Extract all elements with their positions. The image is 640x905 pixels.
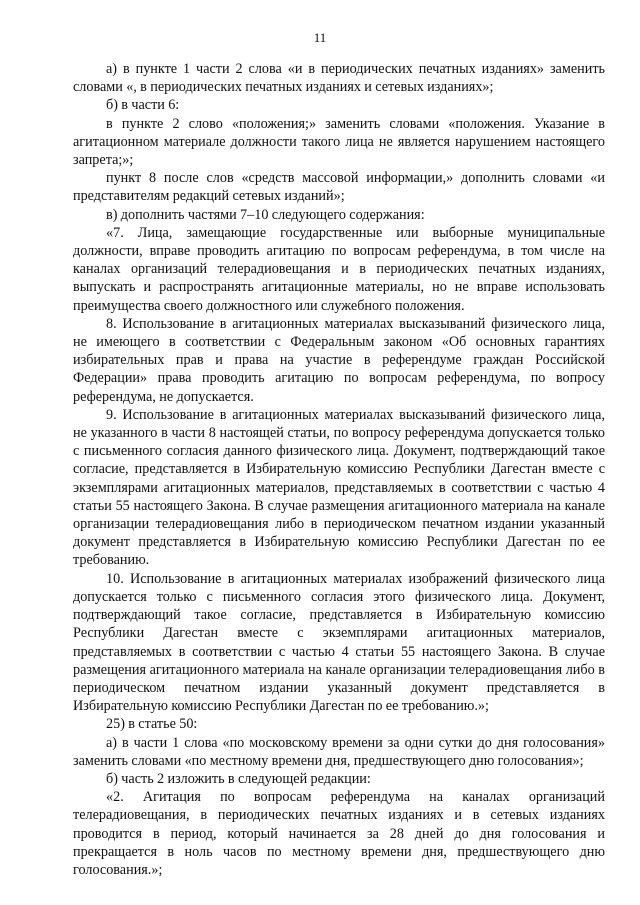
paragraph-part8: 8. Использование в агитационных материалах высказываний физического лица, не имеющего в соответствии с Федеральным законом «Об основных гарантиях избирательных прав и права на участие в референдуме граждан Российской Федерации» права проводить агитацию по вопросам референдума, по вопросу референдума, не допускается. bbox=[73, 315, 605, 405]
paragraph-part7: «7. Лица, замещающие государственные или выборные муниципальные должности, вправе проводить агитацию по вопросам референдума, в том числе на каналах организаций телерадиовещания и в периодических печатных изданиях, выпускать и распространять агитационные материалы, но не вправе использовать преимущества своего должностного или служебного положения. bbox=[73, 224, 605, 314]
paragraph-point8: пункт 8 после слов «средств массовой информации,» дополнить словами «и представителям редакций сетевых изданий»; bbox=[73, 170, 605, 205]
paragraph-article50-b: б) часть 2 изложить в следующей редакции: bbox=[106, 770, 371, 787]
paragraph-part9: 9. Использование в агитационных материалах высказываний физического лица, не указанного в части 8 настоящей статьи, по вопросу референдума допускается только с письменного согласия данного физического лица. Документ, подтверждающий такое согласие, представляется в Избирательную комиссию Республики Дагестан вместе с экземплярами агитационных материалов, представляемых в соответствии с частью 4 статьи 55 настоящего Закона. В случае размещения агитационного материала на канале организации телерадиовещания либо в периодическом печатном издании указанный документ представляется в Избирательную комиссию Республики Дагестан по ее требованию. bbox=[73, 406, 605, 569]
document-body bbox=[73, 60, 605, 879]
paragraph-part10: 10. Использование в агитационных материалах изображений физического лица допускается только с письменного согласия этого физического лица. Документ, подтверждающий такое согласие, представляется в Избирательную комиссию Республики Дагестан вместе с экземплярами агитационных материалов, представляемых в соответствии с частью 4 статьи 55 настоящего Закона. В случае размещения агитационного материала на канале организации телерадиовещания либо в периодическом печатном издании указанный документ представляется в Избирательную комиссию Республики Дагестан по ее требованию.»; bbox=[73, 570, 605, 715]
page-number: 11 bbox=[313, 30, 327, 45]
paragraph-item25-article50: 25) в статье 50: bbox=[106, 716, 198, 733]
paragraph-amend-a-part2: а) в пункте 1 части 2 слова «и в периодических печатных изданиях» заменить словами «, в периодических печатных изданиях и сетевых изданиях»; bbox=[73, 61, 605, 96]
paragraph-amend-c-parts7-10: в) дополнить частями 7–10 следующего содержания: bbox=[106, 206, 425, 223]
paragraph-amend-b-part6: б) в части 6: bbox=[106, 97, 180, 114]
paragraph-article50-part2-text: «2. Агитация по вопросам референдума на каналах организаций телерадиовещания, в периодических печатных изданиях и в сетевых изданиях проводится в период, который начинается за 28 дней до дня голосования и прекращается в ноль часов по местному времени дня, предшествующего дню голосования.»; bbox=[73, 789, 605, 878]
paragraph-point2: в пункте 2 слово «положения;» заменить словами «положения. Указание в агитационном материале должности такого лица не является нарушением настоящего запрета;»; bbox=[73, 115, 605, 169]
paragraph-article50-a: а) в части 1 слова «по московскому времени за одни сутки до дня голосования» заменить словами «по местному времени дня, предшествующего дню голосования»; bbox=[73, 734, 605, 769]
